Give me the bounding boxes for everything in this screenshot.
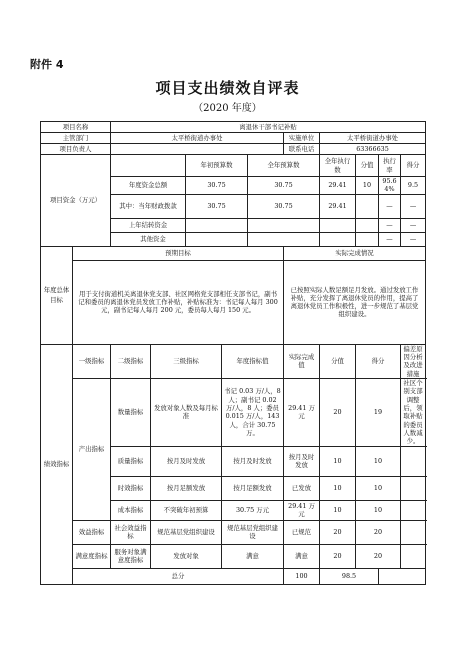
level1-name: 产出指标 bbox=[73, 378, 111, 520]
perf-row: 时效指标 按月足额发放 按月足额发放 已发放 10 10 bbox=[41, 476, 426, 500]
row-project-name bbox=[41, 122, 426, 133]
perf-header: 年度指标值 bbox=[222, 344, 284, 378]
funds-row: 年度资金总额 30.75 30.75 29.41 10 95.64% 9.5 bbox=[41, 177, 426, 195]
perf-header: 偏差原因分析及改进措施 bbox=[401, 344, 426, 378]
phone-label: 联系电话 bbox=[284, 144, 320, 155]
funds-header: 得分 bbox=[401, 155, 426, 177]
level1-name: 满意度指标 bbox=[73, 544, 111, 568]
perf-header: 一级指标 bbox=[73, 344, 111, 378]
row-dept bbox=[41, 133, 426, 144]
funds-header: 全年执行数 bbox=[320, 155, 356, 177]
funds-header: 分值 bbox=[356, 155, 379, 177]
leader-value bbox=[111, 144, 284, 155]
impl-label: 实施单位 bbox=[284, 133, 320, 144]
perf-row: 产出指标 数量指标 发放对象人数及每月标准 书记 0.03 万/人，8 人；副书记 0.02 万/人，8 人；委员 0.015 万/人，143 人，合计 30.75 万。 29.41 万元 20 19 社区个别支部调整后，领取补贴的委员人数减少。 bbox=[41, 378, 426, 446]
funds-row: 其中：当年财政拨款 30.75 30.75 29.41 — — bbox=[41, 194, 426, 218]
funds-row: 上年结转资金 — — bbox=[41, 218, 426, 232]
evaluation-table bbox=[40, 121, 426, 585]
expected-goal-label: 预期目标 bbox=[73, 246, 284, 260]
total-score: 98.5 bbox=[320, 568, 379, 584]
perf-label: 绩效指标 bbox=[41, 344, 73, 584]
page-title: 项目支出绩效自评表 bbox=[155, 79, 300, 97]
project-name-label: 项目名称 bbox=[41, 122, 111, 133]
level1-name: 效益指标 bbox=[73, 520, 111, 544]
funds-header-row bbox=[41, 155, 426, 177]
funds-header: 全年预算数 bbox=[248, 155, 320, 177]
funds-row-label: 年度资金总额 bbox=[111, 177, 186, 195]
funds-header: 年初预算数 bbox=[186, 155, 248, 177]
expected-goal-text: 用于支付街道机关离退休党支部、社区网格党支部相任支部书记，副书记和委员的离退休党员发放工作补贴，补贴标准为：书记每人每月 300 元，副书记每人每月 200 元，委员每人每月 150 元。 bbox=[73, 260, 284, 344]
attachment-label: 附件 4 bbox=[30, 58, 64, 71]
leader-label: 项目负责人 bbox=[41, 144, 111, 155]
perf-row: 质量指标 按月及时发放 按月及时发放 按月及时发放 10 10 bbox=[41, 446, 426, 476]
perf-header: 三级指标 bbox=[151, 344, 222, 378]
funds-row-label: 上年结转资金 bbox=[111, 218, 186, 232]
perf-header: 分值 bbox=[320, 344, 356, 378]
perf-row: 成本指标 不突破年初预算 30.75 万元 29.41 万元 10 10 bbox=[41, 500, 426, 520]
total-label: 总分 bbox=[73, 568, 284, 584]
perf-header: 得分 bbox=[356, 344, 401, 378]
phone-value: 63366635 bbox=[320, 144, 426, 155]
impl-value: 太平桥街道办事处 bbox=[320, 133, 426, 144]
funds-label: 项目资金（万元） bbox=[41, 155, 111, 247]
dept-label: 主管部门 bbox=[41, 133, 111, 144]
actual-goal-label: 实际完成情况 bbox=[284, 246, 426, 260]
perf-row: 满意度指标 服务对象满意度指标 发放对象 满意 满意 20 20 bbox=[41, 544, 426, 568]
perf-header: 实际完成值 bbox=[284, 344, 320, 378]
funds-row-label: 其中：当年财政拨款 bbox=[111, 194, 186, 218]
actual-goal-text: 已按照实际人数足额足月发放。通过发放工作补贴，充分发挥了离退休党员的作用，提高了离退休党员工作积极性，进一步规范了基层党组织建设。 bbox=[284, 260, 426, 344]
perf-header: 二级指标 bbox=[111, 344, 151, 378]
goals-content-row bbox=[41, 260, 426, 344]
perf-row: 效益指标 社会效益指标 规范基层党组织建设 规范基层党组织建设 已规范 20 20 bbox=[41, 520, 426, 544]
total-row bbox=[41, 568, 426, 584]
total-score-max: 100 bbox=[284, 568, 320, 584]
funds-row-label: 其他资金 bbox=[111, 232, 186, 246]
year-label: （2020 年度） bbox=[193, 103, 262, 114]
goals-header-row bbox=[41, 246, 426, 260]
project-name-value: 离退休干部书记补贴 bbox=[111, 122, 426, 133]
row-leader bbox=[41, 144, 426, 155]
dept-value: 太平桥街道办事处 bbox=[111, 133, 284, 144]
funds-row: 其他资金 — — bbox=[41, 232, 426, 246]
goals-label: 年度总体目标 bbox=[41, 246, 73, 344]
funds-header: 执行率 bbox=[379, 155, 401, 177]
perf-header-row bbox=[41, 344, 426, 378]
